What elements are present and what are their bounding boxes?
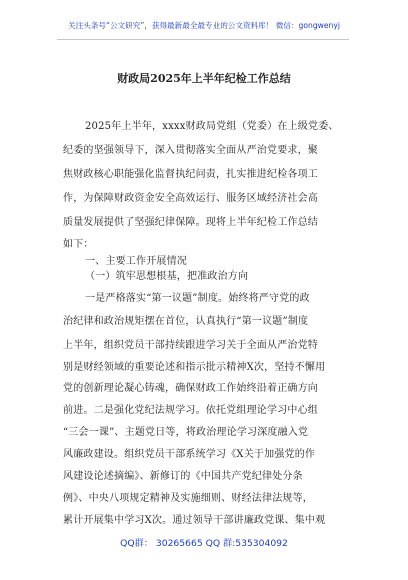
body-line: 如下： [63, 239, 94, 250]
body-line: 例》、中央八项规定精神及实施细则、财经法律法规等， [63, 493, 313, 504]
document-title: 财政局2025年上半年纪检工作总结 [117, 72, 291, 85]
body-line: “三会一课”、主题党日等，将政治理论学习深度融入党 [63, 427, 309, 438]
body-line: 上半年，组织党员干部持续跟进学习关于全面从严治党特 [63, 340, 318, 351]
header-divider [57, 39, 349, 40]
section-heading: 一、主要工作开展情况 [85, 256, 187, 267]
subsection-heading: （一）筑牢思想根基，把准政治方向 [85, 271, 249, 282]
body-line: 一是严格落实“第一议题”制度。始终将严守党的政 [85, 293, 310, 304]
body-line: 别是财经领域的重要论述和指示批示精神X次，坚持不懈用 [63, 362, 326, 373]
body-line: 前进。二是强化党纪法规学习。依托党组理论学习中心组 [63, 405, 318, 416]
body-line: 风建设论述摘编》、新修订的《中国共产党纪律处分条 [63, 471, 303, 482]
header-promo-note: 关注头条号“公文研究”，获得最新最全最专业的公文资料库！ 微信：gongwenyj [68, 21, 340, 30]
body-line: 治纪律和政治规矩摆在首位，认真执行“第一议题”制度 [63, 316, 309, 327]
footer-contact: QQ群： 30265665 QQ 群:535304092 [120, 538, 288, 549]
body-line: 2025年上半年，xxxx财政局党组（党委）在上级党委、 [85, 121, 339, 132]
body-line: 作，为保障财政资金安全高效运行、服务区域经济社会高 [63, 193, 318, 204]
body-line: 质量发展提供了坚强纪律保障。现将上半年纪检工作总结 [63, 217, 318, 228]
body-line: 累计开展集中学习X次。通过领导干部讲廉政党课、集中观 [63, 515, 326, 526]
body-line: 党的创新理论凝心铸魂，确保财政工作始终沿着正确方向 [63, 383, 318, 394]
body-line: 纪委的坚强领导下，深入贯彻落实全面从严治党要求，聚 [63, 145, 318, 156]
body-line: 焦财政核心职能强化监督执纪问责，扎实推进纪检各项工 [63, 169, 318, 180]
body-line: 风廉政建设。组织党员干部系统学习《X关于加强党的作 [63, 449, 316, 460]
